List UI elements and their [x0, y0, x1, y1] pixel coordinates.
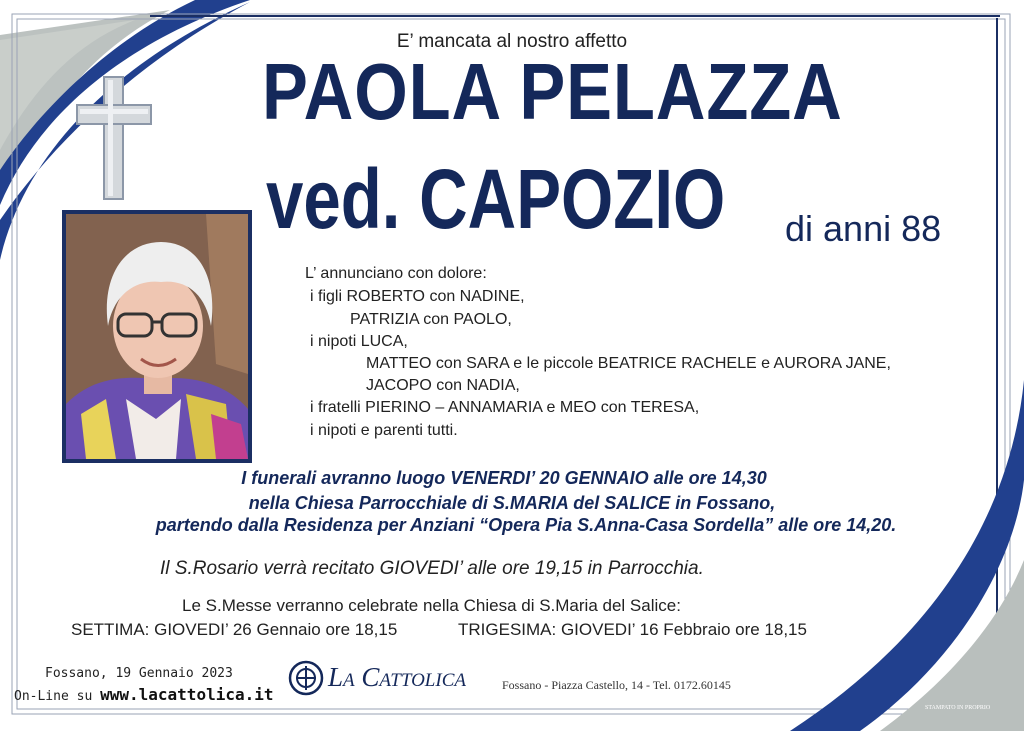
announce-line: i figli ROBERTO con NADINE,: [310, 288, 525, 305]
settima-text: SETTIMA: GIOVEDI’ 26 Gennaio ore 18,15: [71, 620, 398, 639]
announce-line: PATRIZIA con PAOLO,: [350, 311, 512, 328]
funeral-line: nella Chiesa Parrocchiale di S.MARIA del SALICE in Fossano,: [248, 493, 776, 513]
brand-address: Fossano - Piazza Castello, 14 - Tel. 0172.60145: [502, 678, 731, 692]
funeral-line: I funerali avranno luogo VENERDI’ 20 GENNAIO alle ore 14,30: [241, 468, 767, 488]
la-cattolica-logo-icon: [288, 660, 324, 696]
website-link[interactable]: www.lacattolica.it: [100, 685, 274, 704]
trigesima-text: TRIGESIMA: GIOVEDI’ 16 Febbraio ore 18,15: [458, 620, 807, 639]
footer-date: Fossano, 19 Gennaio 2023: [45, 666, 233, 681]
announce-line: i fratelli PIERINO – ANNAMARIA e MEO con TERESA,: [310, 399, 700, 416]
stamp-text: STAMPATO IN PROPRIO: [925, 705, 991, 711]
right-rule: [996, 18, 998, 708]
announce-line: JACOPO con NADIA,: [366, 377, 520, 394]
deceased-married-name: ved. CAPOZIO: [266, 152, 726, 246]
announce-line: i nipoti e parenti tutti.: [310, 422, 458, 439]
brand-name: La Cattolica: [328, 662, 466, 692]
announce-line: L’ annunciano con dolore:: [305, 265, 487, 282]
top-rule: [150, 15, 1000, 17]
cross-icon: [77, 77, 151, 199]
rosary-text: Il S.Rosario verrà recitato GIOVEDI’ alle ore 19,15 in Parrocchia.: [160, 558, 704, 579]
deceased-name: PAOLA PELAZZA: [262, 47, 843, 136]
announce-line: i nipoti LUCA,: [310, 333, 408, 350]
age-text: di anni 88: [785, 208, 942, 249]
online-link-line: [14, 685, 274, 704]
online-prefix: On-Line su: [14, 689, 93, 704]
intro-text: E’ mancata al nostro affetto: [396, 31, 628, 52]
funeral-line: partendo dalla Residenza per Anziani “Opera Pia S.Anna-Casa Sordella” alle ore 14,20.: [155, 515, 897, 535]
masses-intro: Le S.Messe verranno celebrate nella Chiesa di S.Maria del Salice:: [182, 596, 681, 615]
portrait-photo: [62, 210, 252, 463]
announce-line: MATTEO con SARA e le piccole BEATRICE RACHELE e AURORA JANE,: [366, 355, 891, 372]
